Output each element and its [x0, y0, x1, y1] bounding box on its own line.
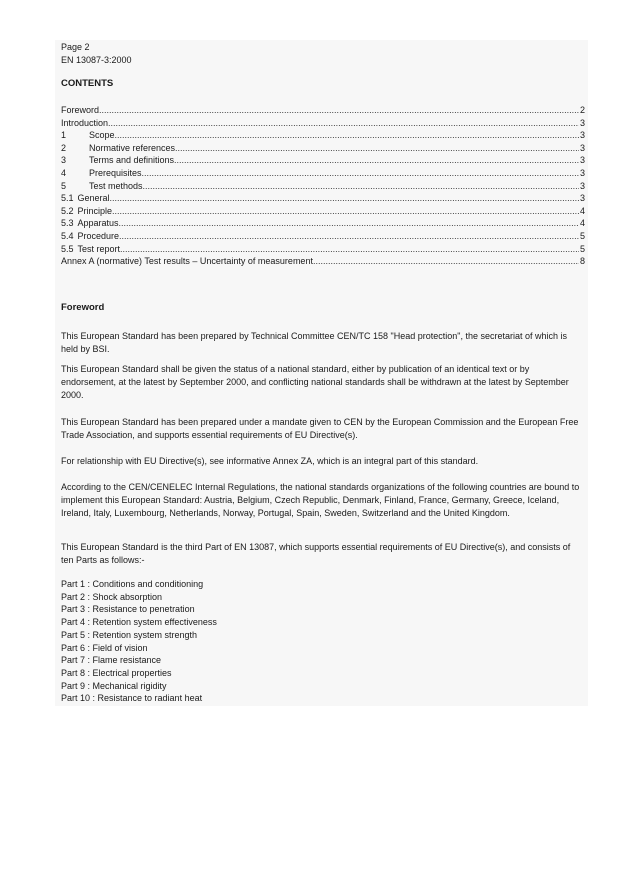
contents-title: CONTENTS — [61, 78, 114, 89]
toc-entry-page: 2 — [579, 105, 585, 115]
toc-entry-label: Prerequisites — [89, 167, 142, 178]
toc-dot-leader — [175, 142, 579, 155]
toc-entry-number: 5 — [61, 180, 67, 191]
foreword-paragraph: This European Standard has been prepared by Technical Committee CEN/TC 158 "Head protection", the secretariat of which is held by BSI. — [61, 331, 567, 354]
toc-entry-label: Normative references — [89, 142, 176, 153]
toc-dot-leader — [115, 129, 579, 142]
toc-dot-leader — [142, 167, 579, 180]
toc-entry-number: 1 — [61, 130, 67, 141]
toc-entry-number: 5.3 — [61, 218, 74, 229]
foreword-paragraph: This European Standard is the third Part of EN 13087, which supports essential requirements of EU Directive(s), and consists of ten Parts as follows:- — [61, 542, 571, 565]
part-list-item: Part 2 : Shock absorption — [61, 591, 163, 602]
toc-entry-page: 3 — [579, 130, 585, 141]
toc-entry[interactable] — [61, 192, 585, 205]
foreword-title: Foreword — [61, 302, 105, 313]
toc-entry-label: Apparatus — [77, 218, 119, 229]
toc-dot-leader — [99, 104, 579, 117]
toc-entry-number: 5.1 — [61, 193, 74, 204]
toc-entry[interactable] — [61, 230, 585, 243]
toc-entry-page: 5 — [579, 230, 585, 241]
toc-entry-number: 5.5 — [61, 243, 74, 254]
toc-entry[interactable] — [61, 205, 585, 218]
toc-entry[interactable] — [61, 255, 585, 268]
toc-entry-page: 5 — [579, 243, 585, 254]
toc-dot-leader — [108, 117, 579, 130]
toc-entry[interactable] — [61, 117, 585, 130]
toc-entry-label: Annex A (normative) Test results – Uncertainty of measurement — [61, 256, 313, 267]
toc-entry-page: 3 — [579, 142, 585, 153]
toc-entry-page: 8 — [579, 256, 585, 267]
toc-entry[interactable] — [61, 129, 585, 142]
part-list-item: Part 5 : Retention system strength — [61, 629, 198, 640]
toc-dot-leader — [174, 154, 579, 167]
toc-entry-page: 3 — [579, 167, 585, 178]
toc-entry-page: 3 — [579, 180, 585, 191]
toc-dot-leader — [119, 217, 579, 230]
parts-list — [61, 578, 217, 705]
toc-dot-leader — [120, 243, 579, 256]
toc-entry[interactable] — [61, 104, 585, 117]
toc-entry-label: Test methods — [89, 180, 143, 191]
toc-entry-label: Test report — [77, 243, 121, 254]
foreword-paragraph: According to the CEN/CENELEC Internal Regulations, the national standards organizations of the following countries are bound to implement this European Standard: Austria, Belgium, Czech Republic, Denmark, Finland, France, Germany, Greece, Iceland, Ireland, Italy, Luxembourg, Netherlands, Norway, Portugal, Spain, Sweden, Switzerland and the United Kingdom. — [61, 482, 580, 518]
toc-entry-page: 4 — [579, 218, 585, 229]
toc-entry-label: Principle — [77, 205, 113, 216]
toc-entry-label: Introduction — [61, 117, 109, 128]
toc-dot-leader — [143, 180, 579, 193]
toc-entry[interactable] — [61, 142, 585, 155]
toc-entry[interactable] — [61, 217, 585, 230]
toc-dot-leader — [313, 255, 579, 268]
toc-dot-leader — [110, 192, 579, 205]
part-list-item: Part 4 : Retention system effectiveness — [61, 617, 217, 628]
toc-entry-page: 3 — [579, 117, 585, 128]
toc-entry-page: 3 — [579, 193, 585, 204]
part-list-item: Part 8 : Electrical properties — [61, 667, 172, 678]
toc-dot-leader — [119, 230, 579, 243]
toc-entry-number: 2 — [61, 142, 67, 153]
toc-entry-number: 3 — [61, 155, 67, 166]
toc-entry[interactable] — [61, 154, 585, 167]
toc-entry-label: Foreword — [61, 105, 100, 115]
page-header — [61, 41, 132, 67]
toc-entry[interactable] — [61, 243, 585, 256]
part-list-item: Part 7 : Flame resistance — [61, 655, 162, 666]
toc-entry-number: 4 — [61, 167, 67, 178]
toc-entry[interactable] — [61, 167, 585, 180]
part-list-item: Part 9 : Mechanical rigidity — [61, 680, 167, 691]
foreword-paragraph: This European Standard has been prepared under a mandate given to CEN by the European Commission and the European Free Trade Association, and supports essential requirements of EU Directive(s). — [61, 417, 579, 440]
toc-entry-number: 5.2 — [61, 205, 74, 216]
table-of-contents — [61, 104, 585, 268]
toc-entry-page: 4 — [579, 205, 585, 216]
toc-entry-label: Procedure — [77, 230, 120, 241]
toc-entry-page: 3 — [579, 155, 585, 166]
toc-entry[interactable] — [61, 180, 585, 193]
part-list-item: Part 3 : Resistance to penetration — [61, 604, 195, 615]
foreword-paragraph: This European Standard shall be given the status of a national standard, either by publication of an identical text or by endorsement, at the latest by September 2000, and conflicting national standards shall be withdrawn at the latest by September 2000. — [61, 364, 569, 400]
foreword-paragraph: For relationship with EU Directive(s), see informative Annex ZA, which is an integral part of this standard. — [61, 456, 479, 466]
part-list-item: Part 1 : Conditions and conditioning — [61, 579, 204, 589]
toc-dot-leader — [112, 205, 579, 218]
toc-entry-number: 5.4 — [61, 230, 74, 241]
document-id: EN 13087-3:2000 — [61, 55, 132, 65]
page-number: Page 2 — [61, 42, 90, 52]
toc-entry-label: General — [77, 193, 110, 204]
part-list-item: Part 6 : Field of vision — [61, 642, 148, 653]
toc-entry-label: Scope — [89, 130, 115, 141]
part-list-item: Part 10 : Resistance to radiant heat — [61, 693, 203, 704]
toc-entry-label: Terms and definitions — [89, 155, 175, 166]
